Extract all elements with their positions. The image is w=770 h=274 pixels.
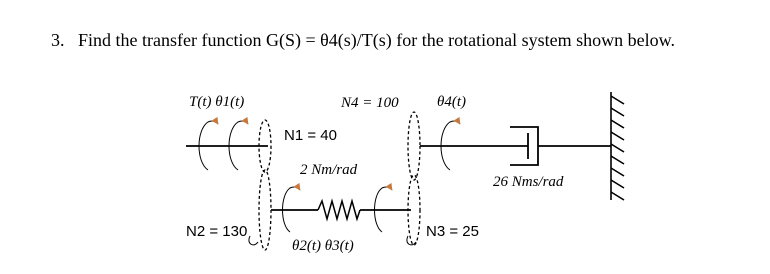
ground-wall <box>611 92 624 200</box>
question-text: Find the transfer function G(S) = θ4(s)/T(s) for the rotational system shown below. <box>78 30 675 50</box>
label-n3: N3 = 25 <box>426 223 479 240</box>
label-n1: N1 = 40 <box>284 127 337 144</box>
label-spring-constant: 2 Nm/rad <box>300 162 358 178</box>
label-torque-theta1: T(t) θ1(t) <box>189 94 245 110</box>
label-damper-coefficient: 26 Nms/rad <box>493 174 564 190</box>
label-theta2-theta3: θ2(t) θ3(t) <box>292 238 354 254</box>
question-number: 3. <box>51 30 65 50</box>
gear-n2 <box>259 170 271 250</box>
gear-n3-curl <box>407 236 416 245</box>
label-n2: N2 = 130 <box>186 223 248 240</box>
gear-n4 <box>408 112 420 180</box>
label-theta4: θ4(t) <box>437 94 467 110</box>
gear-n2-curl <box>249 236 258 245</box>
torsion-spring <box>318 201 360 219</box>
label-n4: N4 = 100 <box>341 95 399 111</box>
